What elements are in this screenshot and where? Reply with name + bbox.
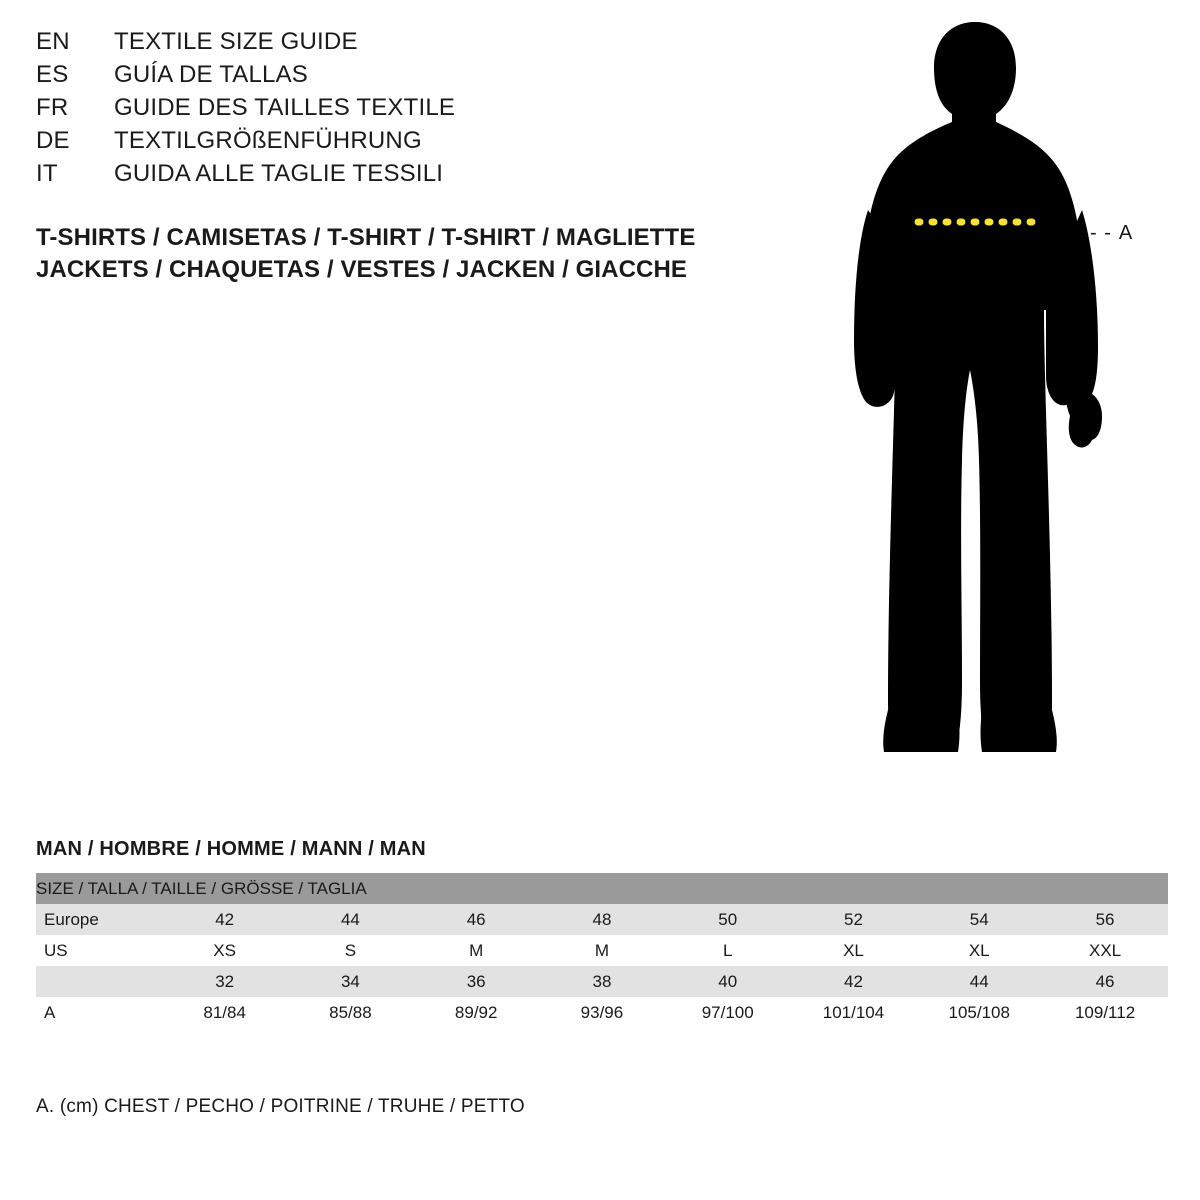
- measure-marker-a: [1090, 222, 1133, 245]
- row-label-a: A: [36, 997, 162, 1028]
- cell-a-7: 105/108: [916, 997, 1042, 1028]
- cell-a-5: 97/100: [665, 997, 791, 1028]
- language-row-fr: [36, 94, 736, 127]
- table-row: [36, 966, 1168, 997]
- size-table: [36, 873, 1168, 1028]
- table-section-title: MAN / HOMBRE / HOMME / MANN / MAN: [36, 838, 426, 860]
- cell-us-2: S: [288, 935, 414, 966]
- cell-europe-5: 50: [665, 904, 791, 935]
- cell-numeric-6: 42: [791, 966, 917, 997]
- cell-europe-7: 54: [916, 904, 1042, 935]
- cell-numeric-1: 32: [162, 966, 288, 997]
- language-row-en: [36, 28, 736, 61]
- row-label-numeric: [36, 966, 162, 997]
- silhouette-shape: [854, 22, 1102, 752]
- language-row-de: [36, 127, 736, 160]
- cell-a-8: 109/112: [1042, 997, 1168, 1028]
- cell-us-4: M: [539, 935, 665, 966]
- table-row: [36, 904, 1168, 935]
- language-code-it: IT: [36, 160, 58, 187]
- garment-category-block: [36, 222, 836, 286]
- male-body-silhouette: [810, 10, 1190, 790]
- cell-europe-4: 48: [539, 904, 665, 935]
- cell-a-2: 85/88: [288, 997, 414, 1028]
- cell-a-4: 93/96: [539, 997, 665, 1028]
- category-tshirts: T-SHIRTS / CAMISETAS / T-SHIRT / T-SHIRT / MAGLIETTE: [36, 224, 696, 251]
- table-row: [36, 935, 1168, 966]
- row-label-europe: Europe: [36, 904, 162, 935]
- cell-numeric-3: 36: [413, 966, 539, 997]
- cell-europe-2: 44: [288, 904, 414, 935]
- cell-europe-3: 46: [413, 904, 539, 935]
- measure-marker-dashes: - -: [1090, 222, 1112, 244]
- size-table-section: [36, 838, 1168, 1028]
- cell-us-8: XXL: [1042, 935, 1168, 966]
- cell-numeric-8: 46: [1042, 966, 1168, 997]
- cell-europe-8: 56: [1042, 904, 1168, 935]
- cell-numeric-4: 38: [539, 966, 665, 997]
- language-row-es: [36, 61, 736, 94]
- cell-us-6: XL: [791, 935, 917, 966]
- language-row-it: [36, 160, 736, 193]
- cell-us-5: L: [665, 935, 791, 966]
- cell-us-3: M: [413, 935, 539, 966]
- table-row: [36, 997, 1168, 1028]
- language-text-fr: GUIDE DES TAILLES TEXTILE: [114, 94, 456, 121]
- language-code-de: DE: [36, 127, 70, 154]
- cell-europe-1: 42: [162, 904, 288, 935]
- measurement-footnote: A. (cm) CHEST / PECHO / POITRINE / TRUHE / PETTO: [36, 1096, 525, 1117]
- language-text-es: GUÍA DE TALLAS: [114, 61, 308, 88]
- cell-us-1: XS: [162, 935, 288, 966]
- table-header-label: SIZE / TALLA / TAILLE / GRÖSSE / TAGLIA: [36, 873, 1168, 904]
- language-code-fr: FR: [36, 94, 69, 121]
- cell-us-7: XL: [916, 935, 1042, 966]
- cell-numeric-2: 34: [288, 966, 414, 997]
- cell-numeric-5: 40: [665, 966, 791, 997]
- language-text-it: GUIDA ALLE TAGLIE TESSILI: [114, 160, 444, 187]
- cell-a-6: 101/104: [791, 997, 917, 1028]
- language-header-block: [36, 28, 736, 193]
- table-header-row: [36, 873, 1168, 904]
- language-code-es: ES: [36, 61, 69, 88]
- category-jackets: JACKETS / CHAQUETAS / VESTES / JACKEN / GIACCHE: [36, 256, 688, 283]
- cell-a-1: 81/84: [162, 997, 288, 1028]
- language-code-en: EN: [36, 28, 70, 55]
- cell-a-3: 89/92: [413, 997, 539, 1028]
- cell-numeric-7: 44: [916, 966, 1042, 997]
- language-text-de: TEXTILGRÖßENFÜHRUNG: [114, 127, 422, 154]
- measure-marker-letter: A: [1118, 222, 1134, 244]
- cell-europe-6: 52: [791, 904, 917, 935]
- row-label-us: US: [36, 935, 162, 966]
- language-text-en: TEXTILE SIZE GUIDE: [114, 28, 358, 55]
